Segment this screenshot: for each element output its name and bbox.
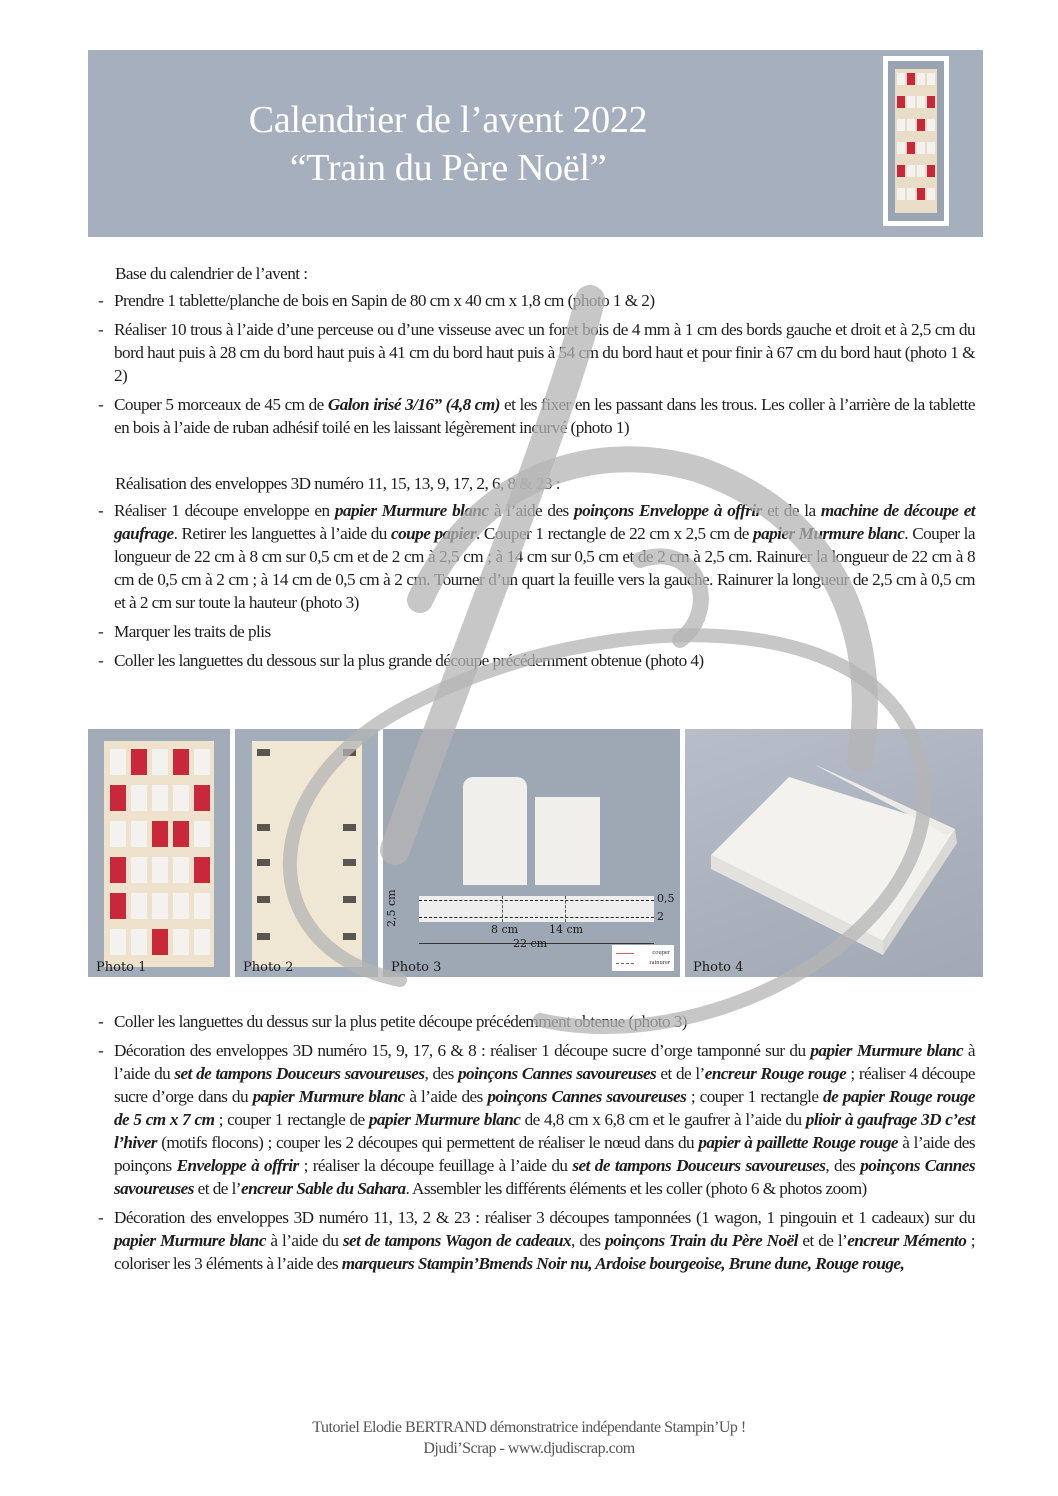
list-item: - Réaliser 10 trous à l’aide d’une perceuse ou d’une visseuse avec un foret bois de 4 mm à 1 cm des bords gauche et droit et à 2,5 cm du bord haut puis à 28 cm du bord haut puis à 41 cm du bord haut puis à 54 cm du bord haut et pour finir à 67 cm du bord haut (photo 1 & 2)	[98, 320, 975, 385]
thumbnail-card	[897, 165, 905, 177]
envelope-cut-large	[463, 777, 527, 885]
ribbon-slot	[343, 824, 356, 831]
thumbnail-card	[927, 96, 935, 108]
section-decoration	[90, 1010, 975, 1281]
text: Réaliser 1 découpe enveloppe en	[114, 501, 335, 520]
title-banner	[88, 50, 983, 237]
ribbon-slot	[343, 896, 356, 903]
thumbnail-card	[917, 73, 925, 85]
document-title	[88, 96, 808, 192]
text: à l’aide des	[488, 501, 575, 520]
product-name: poinçons Cannes savoureuses	[458, 1064, 657, 1083]
ribbon-slot	[343, 933, 356, 940]
list-item-text: Coller les languettes du dessous sur la plus grande découpe précédemment obtenue (photo 4)	[114, 651, 704, 670]
envelope-card	[194, 929, 210, 955]
text: , des	[825, 1156, 861, 1175]
text: ; réaliser 4 découpe sucre d’orge dans du	[114, 1064, 975, 1106]
product-name: de papier Rouge rouge de 5 cm x 7 cm	[114, 1087, 975, 1129]
thumbnail-card	[927, 165, 935, 177]
text: et de l’	[656, 1064, 705, 1083]
list-item: - Couper 5 morceaux de 45 cm de Galon irisé 3/16” (4,8 cm) et les fixer en les passant dans les trous. Les coller à l’arrière de la tablette en bois à l’aide de ruban adhésif toilé en les laissant légèrement incurvé (photo 1)	[98, 395, 975, 437]
score-line-sample	[616, 963, 634, 964]
text: (motifs flocons) ; couper les 2 découpes qui permettent de réaliser le nœud dans du	[156, 1133, 699, 1152]
product-name: papier Murmure blanc	[334, 501, 489, 520]
list-item-text: Marquer les traits de plis	[114, 622, 271, 641]
envelope-card	[110, 857, 126, 883]
envelope-card	[131, 929, 147, 955]
thumbnail-card	[917, 165, 925, 177]
thumbnail-card	[897, 119, 905, 131]
text: et de l’	[797, 1231, 848, 1250]
text: . Couper la longueur de 22 cm à 8 cm sur 0,5 cm et de 2 cm à 2,5 cm ; à 14 cm sur 0,5 cm et de 2 cm à 2,5 cm. Rainurer la longueur de 22 cm à 8 cm de 0,5 cm à 2 cm ; à 14 cm de 0,5 cm à 2 cm. Tourner d’un quart la feuille vers la gauche. Rainurer la longueur de 2,5 cm à 0,5 cm et à 2 cm sur toute la hauteur (photo 3)	[114, 524, 975, 612]
envelope-card	[194, 857, 210, 883]
photo-label: Photo 4	[693, 960, 744, 975]
thumbnail-card	[907, 119, 915, 131]
envelope-card	[131, 857, 147, 883]
list-item: - Décoration des enveloppes 3D numéro 15, 9, 17, 6 & 8 : réaliser 1 découpe sucre d’orge tamponné sur du papier Murmure blanc à l’aide du set de tampons Douceurs savoureuses, des poinçons Cannes savoureuses et de l’encreur Rouge rouge ; réaliser 4 découpe sucre d’orge dans du papier Murmure blanc à l’aide des poinçons Cannes savoureuses ; couper 1 rectangle de papier Rouge rouge de 5 cm x 7 cm ; couper 1 rectangle de papier Murmure blanc de 4,8 cm x 6,8 cm et le gaufrer à l’aide du plioir à gaufrage 3D c’est l’hiver (motifs flocons) ; couper les 2 découpes qui permettent de réaliser le nœud dans du papier à paillette Rouge rouge à l’aide des poinçons Enveloppe à offrir ; réaliser la découpe feuillage à l’aide du set de tampons Douceurs savoureuses, des poinçons Cannes savoureuses et de l’encreur Sable du Sahara. Assembler les différents éléments et les coller (photo 6 & photos zoom)	[98, 1041, 975, 1198]
product-name: marqueurs Stampin’Bmends Noir nu, Ardoise bourgeoise, Brune dune, Rouge rouge,	[341, 1254, 905, 1273]
ribbon-slot	[257, 896, 270, 903]
text: à l’aide des poinçons	[114, 1133, 975, 1175]
text: . Retirer les languettes à l’aide du	[173, 524, 392, 543]
thumbnail-card	[897, 96, 905, 108]
list-item: - Coller les languettes du dessous sur la plus grande découpe précédemment obtenue (photo 4)	[98, 651, 704, 670]
list-item: - Coller les languettes du dessus sur la plus petite découpe précédemment obtenue (photo 3)	[98, 1012, 687, 1031]
envelope-card	[173, 785, 189, 811]
product-name: plioir à gaufrage 3D c’est l’hiver	[114, 1110, 975, 1152]
list-item-text: Couper 5 morceaux de 45 cm de	[114, 395, 328, 414]
envelope-card	[173, 929, 189, 955]
photo-3	[383, 729, 680, 977]
envelope-card	[152, 821, 168, 847]
envelope-card	[110, 749, 126, 775]
title-line-2: “Train du Père Noël”	[289, 147, 607, 189]
envelope-card	[152, 785, 168, 811]
product-name: papier Murmure blanc	[368, 1110, 521, 1129]
text: ; réaliser la découpe feuillage à l’aide du	[298, 1156, 573, 1175]
ribbon-slot	[343, 859, 356, 866]
text: Décoration des enveloppes 3D numéro 11, 13, 2 & 23 : réaliser 3 découpes tamponnées (1 wagon, 1 pingouin et 1 cadeaux) sur du	[114, 1208, 975, 1227]
text: Décoration des enveloppes 3D numéro 15, 9, 17, 6 & 8 : réaliser 1 découpe sucre d’orge tamponné sur du	[114, 1041, 811, 1060]
thumbnail-card	[927, 142, 935, 154]
text: à l’aide du	[265, 1231, 343, 1250]
product-name: poinçons Enveloppe à offrir	[574, 501, 762, 520]
text: ; couper 1 rectangle de	[214, 1110, 369, 1129]
thumbnail-card	[917, 119, 925, 131]
list-item: - Décoration des enveloppes 3D numéro 11, 13, 2 & 23 : réaliser 3 découpes tamponnées (1 wagon, 1 pingouin et 1 cadeaux) sur du papier Murmure blanc à l’aide du set de tampons Wagon de cadeaux, des poinçons Train du Père Noël et de l’encreur Mémento ; coloriser les 3 éléments à l’aide des marqueurs Stampin’Bmends Noir nu, Ardoise bourgeoise, Brune dune, Rouge rouge,	[98, 1208, 975, 1273]
section-envelopes	[90, 472, 975, 678]
envelope-card	[131, 821, 147, 847]
thumbnail-board	[895, 69, 937, 213]
thumbnail-card	[927, 73, 935, 85]
text: et de la	[761, 501, 821, 520]
text: ; couper 1 rectangle	[686, 1087, 824, 1106]
legend-cut: couper	[652, 949, 670, 956]
mark-top: 0,5	[657, 892, 675, 905]
thumbnail-card	[927, 119, 935, 131]
text: de 4,8 cm x 6,8 cm et le gaufrer à l’aide du	[520, 1110, 806, 1129]
ribbon-slot	[257, 749, 270, 756]
list-item: - Réaliser 1 découpe enveloppe en papier Murmure blanc à l’aide des poinçons Enveloppe à offrir et de la machine de découpe et gaufrage. Retirer les languettes à l’aide du coupe papier. Couper 1 rectangle de 22 cm x 2,5 cm de papier Murmure blanc. Couper la longueur de 22 cm à 8 cm sur 0,5 cm et de 2 cm à 2,5 cm ; à 14 cm sur 0,5 cm et de 2 cm à 2,5 cm. Rainurer la longueur de 22 cm à 8 cm de 0,5 cm à 2 cm ; à 14 cm de 0,5 cm à 2 cm. Tourner d’un quart la feuille vers la gauche. Rainurer la longueur de 2,5 cm à 0,5 cm et à 2 cm sur toute la hauteur (photo 3)	[98, 501, 976, 612]
cut-line-sample	[616, 953, 634, 954]
product-name: machine de découpe et gaufrage	[114, 501, 976, 543]
product-name: encreur Sable du Sahara	[240, 1179, 406, 1198]
photo-1	[88, 729, 230, 977]
envelope-card	[110, 785, 126, 811]
thumbnail-card	[897, 142, 905, 154]
thumbnail-card	[897, 73, 905, 85]
section-heading: Base du calendrier de l’avent :	[115, 264, 308, 283]
thumbnail-card	[897, 188, 905, 200]
envelope-card	[152, 857, 168, 883]
list-item-text: Réaliser 10 trous à l’aide d’une perceuse ou d’une visseuse avec un foret bois de 4 mm à 1 cm des bords gauche et droit et à 2,5 cm du bord haut puis à 28 cm du bord haut puis à 41 cm du bord haut puis à 54 cm du bord haut et pour finir à 67 cm du bord haut (photo 1 & 2)	[114, 320, 975, 385]
product-name: papier Murmure blanc	[753, 524, 905, 543]
score-line-top	[419, 900, 654, 901]
footer-credit: Tutoriel Elodie BERTRAND démonstratrice indépendante Stampin’Up !	[312, 1419, 746, 1436]
text: , des	[424, 1064, 459, 1083]
thumbnail-card	[917, 188, 925, 200]
text: à l’aide du	[114, 1041, 975, 1083]
envelope-card	[110, 821, 126, 847]
product-name: coupe papier	[391, 524, 477, 543]
thumbnail-card	[907, 96, 915, 108]
envelope-card	[152, 749, 168, 775]
mark-bottom: 2	[657, 910, 664, 923]
envelope-card	[110, 929, 126, 955]
thumbnail-card	[907, 142, 915, 154]
envelope-card	[173, 749, 189, 775]
section-heading: Réalisation des enveloppes 3D numéro 11, 15, 13, 9, 17, 2, 6, 8 & 23 :	[115, 474, 560, 493]
list-item-text: Prendre 1 tablette/planche de bois en Sapin de 80 cm x 40 cm x 1,8 cm (photo 1 & 2)	[114, 291, 655, 310]
footer	[0, 1417, 1058, 1459]
legend-score: rainurer	[649, 959, 670, 966]
envelope-card	[131, 893, 147, 919]
product-name: papier à paillette Rouge rouge	[698, 1133, 898, 1152]
list-item-text: Coller les languettes du dessus sur la plus petite découpe précédemment obtenue (photo 3)	[114, 1012, 687, 1031]
section-base	[90, 262, 975, 445]
photo-label: Photo 1	[96, 960, 147, 975]
x-mark-14: 14 cm	[549, 923, 584, 936]
ribbon-slot	[343, 749, 356, 756]
cut-line-14cm	[565, 896, 566, 922]
envelope-card	[131, 785, 147, 811]
product-name: papier Murmure blanc	[810, 1041, 964, 1060]
footer-website: Djudi’Scrap - www.djudiscrap.com	[423, 1440, 635, 1457]
envelope-card	[173, 893, 189, 919]
diagram-legend	[612, 945, 674, 971]
envelope-card	[194, 893, 210, 919]
product-name: poinçons Cannes savoureuses	[487, 1087, 687, 1106]
product-name: poinçons Cannes savoureuses	[114, 1156, 975, 1198]
product-name: papier Murmure blanc	[114, 1231, 266, 1250]
cut-line-8cm	[502, 896, 503, 922]
product-name: Enveloppe à offrir	[176, 1156, 299, 1175]
envelope-card	[110, 893, 126, 919]
text: ; coloriser les 3 éléments à l’aide des	[114, 1231, 975, 1273]
thumbnail-card	[907, 188, 915, 200]
envelope-card	[194, 821, 210, 847]
product-name: set de tampons Wagon de cadeaux	[342, 1231, 572, 1250]
product-name: set de tampons Douceurs savoureuses	[174, 1064, 425, 1083]
text: à l’aide des	[404, 1087, 488, 1106]
envelope-card	[194, 749, 210, 775]
list-item: - Prendre 1 tablette/planche de bois en Sapin de 80 cm x 40 cm x 1,8 cm (photo 1 & 2)	[98, 291, 655, 310]
text: . Assembler les différents éléments et les coller (photo 6 & photos zoom)	[405, 1179, 867, 1198]
envelope-card	[194, 785, 210, 811]
envelope-card	[131, 749, 147, 775]
thumbnail-card	[907, 73, 915, 85]
calendar-thumbnail	[883, 56, 949, 226]
product-name: encreur Rouge rouge	[704, 1064, 847, 1083]
product-name: Galon irisé 3/16” (4,8 cm)	[327, 395, 500, 414]
photo-label: Photo 3	[391, 960, 442, 975]
envelope-card	[173, 857, 189, 883]
score-line-bottom	[419, 917, 654, 918]
text: , des	[571, 1231, 606, 1250]
thumbnail-card	[907, 165, 915, 177]
ribbon-slot	[257, 933, 270, 940]
envelope-card	[152, 893, 168, 919]
ribbon-slot	[257, 859, 270, 866]
total-length: 22 cm	[513, 937, 548, 950]
envelope-card	[152, 929, 168, 955]
text: . Couper 1 rectangle de 22 cm x 2,5 cm de	[476, 524, 754, 543]
height-label: 2,5 cm	[385, 889, 398, 927]
ribbon-slot	[257, 824, 270, 831]
product-name: poinçons Train du Père Noël	[605, 1231, 798, 1250]
envelope-cut-small	[535, 797, 600, 885]
list-item-text: et les fixer en les passant dans les trous. Les coller à l’arrière de la tablette en bois à l’aide de ruban adhésif toilé en les laissant légèrement incurvé (photo 1)	[114, 395, 975, 437]
product-name: encreur Mémento	[847, 1231, 967, 1250]
envelope-card	[173, 821, 189, 847]
product-name: set de tampons Douceurs savoureuses	[572, 1156, 826, 1175]
thumbnail-card	[917, 96, 925, 108]
list-item: - Marquer les traits de plis	[98, 622, 271, 641]
calendar-thumbnail-image	[888, 61, 944, 221]
photo-strip	[88, 729, 983, 977]
title-line-1: Calendrier de l’avent 2022	[248, 99, 648, 141]
text: et de l’	[193, 1179, 241, 1198]
photo-2	[235, 729, 378, 977]
envelope-tray-illustration	[685, 729, 983, 977]
photo-label: Photo 2	[243, 960, 294, 975]
thumbnail-card	[917, 142, 925, 154]
photo-4	[685, 729, 983, 977]
product-name: papier Murmure blanc	[252, 1087, 405, 1106]
x-mark-8: 8 cm	[491, 923, 519, 936]
thumbnail-card	[927, 188, 935, 200]
